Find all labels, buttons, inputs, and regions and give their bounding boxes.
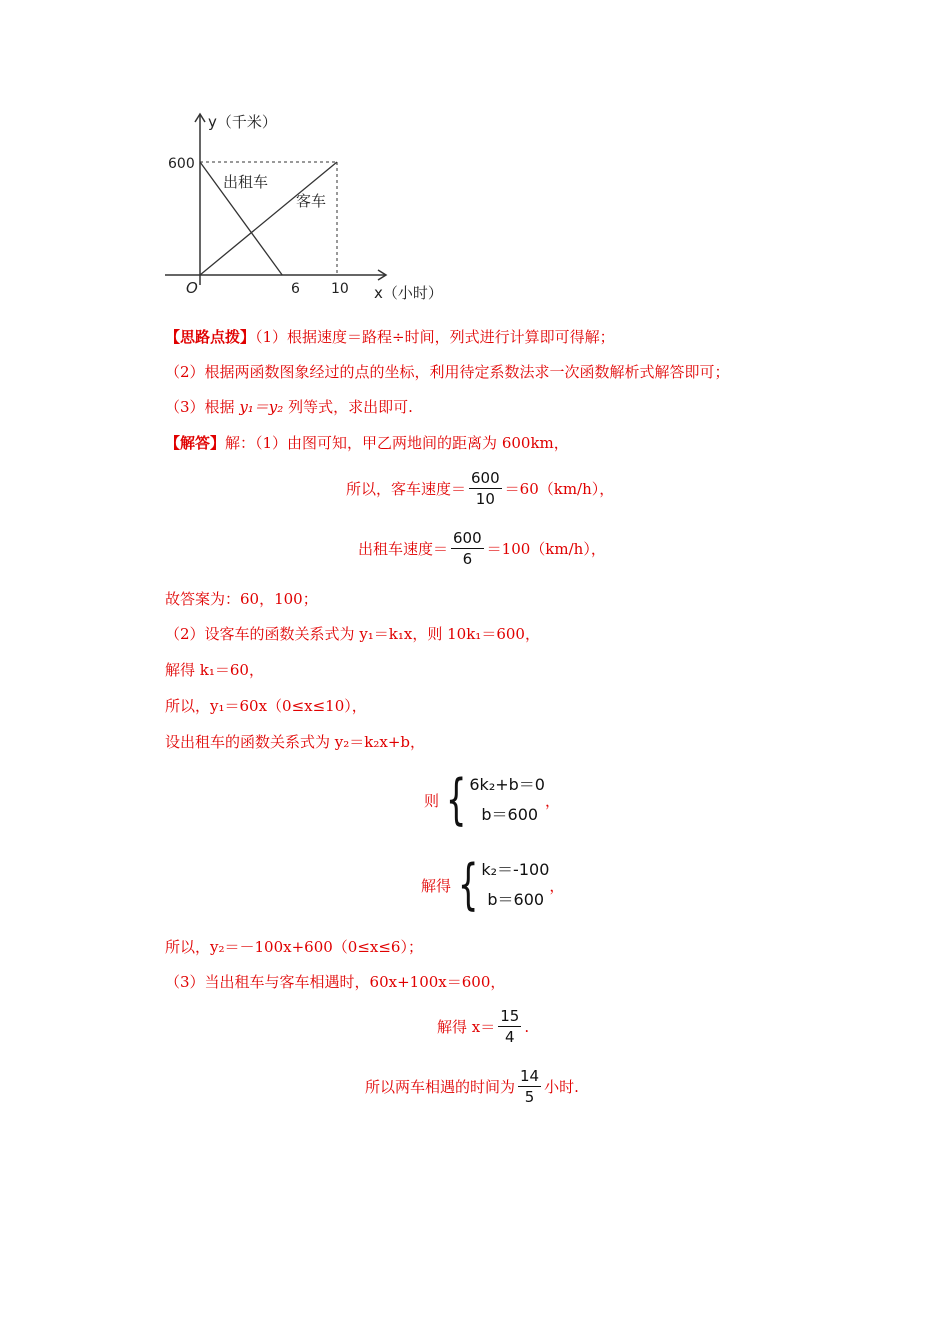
solve-den: 4 (505, 1028, 515, 1046)
bus-label: 客车 (296, 192, 327, 210)
solve-post: . (524, 1017, 530, 1036)
x-tick-6: 6 (291, 281, 300, 297)
hint-3-eq: y₁＝y₂ (239, 398, 284, 416)
final-answer (365, 1066, 579, 1107)
final-post: 小时. (544, 1078, 579, 1096)
solve-pre: 解得 x＝ (437, 1018, 496, 1036)
answer-1: 故答案为：60，100； (165, 590, 318, 608)
taxi-num: 600 (453, 529, 482, 547)
solve-fraction (498, 1006, 521, 1047)
solve-num: 15 (500, 1007, 520, 1025)
taxi-speed-post: ＝100（km/h）， (486, 540, 606, 558)
system-1-brace-group (439, 770, 545, 830)
bus-speed-post: ＝60（km/h）， (504, 480, 615, 498)
solve-eq (437, 1006, 529, 1047)
answer-tag: 【解答】 (165, 434, 226, 452)
answer-intro-text: 解：（1）由图可知，甲乙两地间的距离为 600km， (225, 434, 569, 452)
bus-line (200, 162, 337, 275)
answer-intro (165, 432, 569, 454)
system-2-prefix: 解得 (421, 876, 452, 895)
system-2-eq-2: b＝600 (487, 890, 545, 909)
y-tick-600: 600 (168, 156, 195, 172)
hint-tag: 【思路点拨】 (165, 328, 256, 346)
final-num: 14 (520, 1067, 540, 1085)
system-2-eq-1: k₂＝-100 (481, 860, 550, 879)
system-2-brace-group (451, 855, 549, 915)
hint-line-2: （2）根据两函数图象经过的点的坐标，利用待定系数法求一次函数解析式解答即可； (165, 363, 730, 381)
hint-3-pre: （3）根据 (165, 398, 240, 416)
system-1-suffix: ， (544, 791, 560, 810)
bus-speed-fraction (469, 468, 502, 509)
hint-line-3 (165, 396, 413, 418)
bus-den: 10 (475, 490, 495, 508)
y-axis-label: y（千米） (208, 113, 277, 131)
part2-line-2: 解得 k₁＝60， (165, 661, 264, 679)
hint-line-1 (165, 326, 615, 348)
graph-svg (160, 105, 460, 315)
taxi-speed-pre: 出租车速度＝ (358, 540, 449, 558)
system-1-eq-2: b＝600 (481, 805, 539, 824)
part3-line-1: （3）当出租车与客车相遇时，60x+100x＝600， (165, 973, 506, 991)
part2-line-5: 所以，y₂＝－100x+600（0≤x≤6）； (165, 938, 423, 956)
hint-text-1: （1）根据速度＝路程÷时间，列式进行计算即可得解； (255, 328, 615, 346)
final-pre: 所以两车相遇的时间为 (365, 1078, 516, 1096)
part2-line-1: （2）设客车的函数关系式为 y₁＝k₁x，则 10k₁＝600， (165, 625, 540, 643)
x-axis-label: x（小时） (374, 284, 443, 302)
part2-line-3: 所以，y₁＝60x（0≤x≤10）， (165, 697, 367, 715)
brace-icon: { (445, 768, 467, 831)
hint-3-post: 列等式，求出即可. (283, 398, 413, 416)
final-den: 5 (524, 1088, 535, 1106)
system-1 (424, 770, 560, 830)
bus-num: 600 (471, 469, 500, 487)
bus-speed-pre: 所以，客车速度＝ (346, 480, 467, 498)
system-1-eq-1: 6k₂+b＝0 (469, 775, 545, 794)
system-1-prefix: 则 (424, 791, 440, 810)
part2-line-4: 设出租车的函数关系式为 y₂＝k₂x+b， (165, 733, 425, 751)
system-2 (421, 855, 564, 915)
system-2-suffix: ， (549, 876, 565, 895)
taxi-label: 出租车 (223, 173, 269, 191)
final-fraction (518, 1066, 541, 1107)
taxi-den: 6 (462, 550, 473, 568)
bus-speed-eq (346, 468, 614, 509)
taxi-speed-eq (358, 528, 606, 569)
taxi-speed-fraction (451, 528, 484, 569)
x-tick-10: 10 (331, 281, 349, 297)
origin-label: O (186, 279, 198, 297)
brace-icon: { (457, 853, 479, 916)
distance-time-graph (160, 105, 460, 315)
